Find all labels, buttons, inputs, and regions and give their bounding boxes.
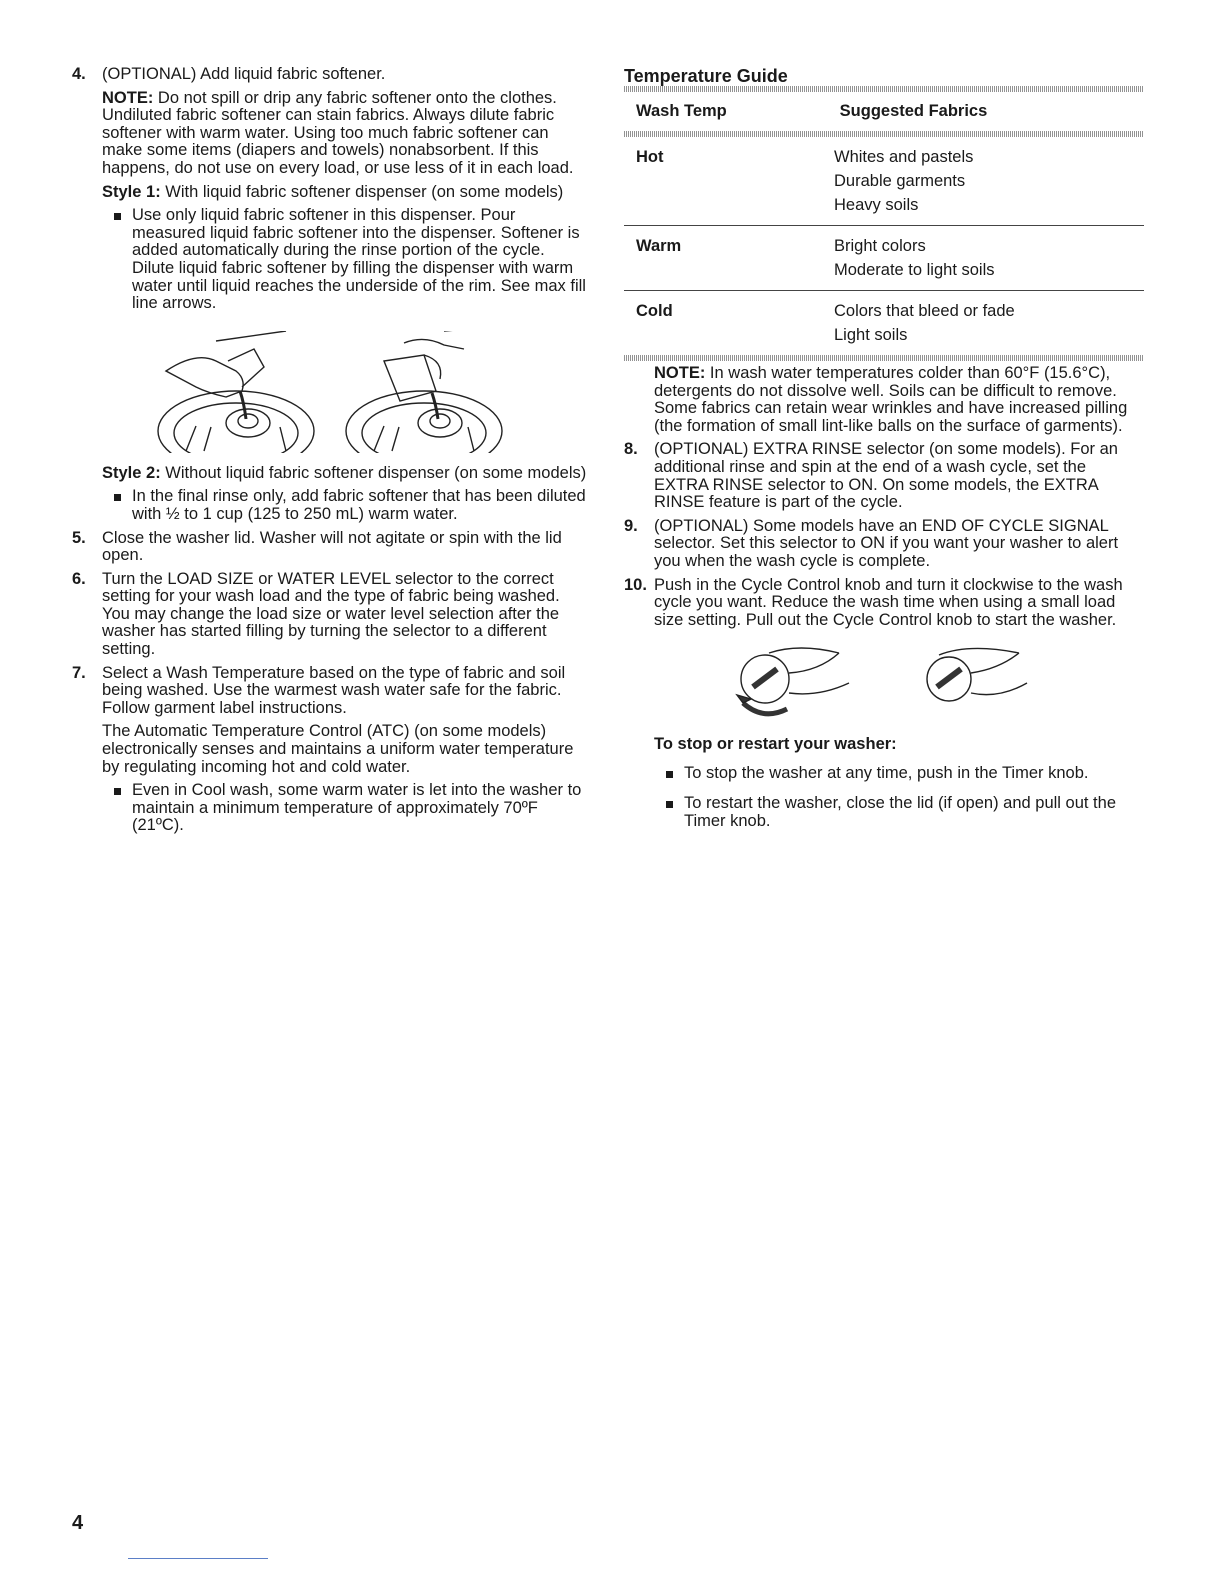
step-number: 8. bbox=[624, 440, 638, 459]
bullet-text: In the final rinse only, add fabric softener that has been diluted with ½ to 1 cup (125 to 250 mL) warm water. bbox=[132, 487, 586, 523]
softener-illustrations bbox=[72, 331, 588, 453]
bullet-text: To restart the washer, close the lid (if open) and pull out the Timer knob. bbox=[684, 793, 1116, 830]
bullet-square-icon bbox=[114, 213, 121, 220]
style2-text: Without liquid fabric softener dispenser (on some models) bbox=[160, 463, 587, 482]
bullet-square-icon bbox=[666, 801, 673, 808]
temp-cell: Hot bbox=[624, 137, 822, 226]
header-wash-temp: Wash Temp bbox=[636, 102, 727, 120]
table-row bbox=[624, 226, 1144, 291]
step-4 bbox=[72, 66, 588, 201]
fabric-item: Durable garments bbox=[834, 172, 966, 190]
left-column bbox=[72, 66, 588, 835]
step-number: 6. bbox=[72, 569, 86, 588]
style2-paragraph bbox=[102, 465, 588, 483]
pull-knob-illustration bbox=[909, 643, 1039, 727]
fabric-item: Heavy soils bbox=[834, 196, 919, 214]
bullet-text: Even in Cool wash, some warm water is let into the washer to maintain a minimum temperature of approximately 70ºF (21ºC). bbox=[132, 781, 582, 835]
fabric-item: Bright colors bbox=[834, 237, 926, 255]
fabric-item: Whites and pastels bbox=[834, 148, 974, 166]
style1-bullet bbox=[72, 207, 588, 313]
style1-paragraph bbox=[102, 184, 588, 202]
step-7 bbox=[72, 665, 588, 777]
step-number: 4. bbox=[72, 65, 86, 83]
step-text: (OPTIONAL) Some models have an END OF CYCLE SIGNAL selector. Set this selector to ON if you want your washer to alert you when the wash cycle is complete. bbox=[654, 516, 1119, 570]
knob-illustrations bbox=[624, 643, 1144, 727]
note-text: In wash water temperatures colder than 60°F (15.6°C), detergents do not dissolve well. Soils can be difficult to remove. Some fabrics can retain wear wrinkles and have increased pilling (the formation of small lint-like balls on the surface of garments). bbox=[654, 364, 1128, 435]
fabrics-cell bbox=[822, 137, 1144, 226]
temp-cell: Warm bbox=[624, 226, 822, 291]
step-text: Push in the Cycle Control knob and turn it clockwise to the wash cycle you want. Reduce the wash time when using a small load size setting. Pull out the Cycle Control knob to start the washer. bbox=[654, 575, 1123, 629]
table-note bbox=[624, 365, 1144, 435]
bullet-square-icon bbox=[666, 771, 673, 778]
header-suggested-fabrics: Suggested Fabrics bbox=[839, 102, 988, 120]
atc-paragraph: The Automatic Temperature Control (ATC) (on some models) electronically senses and maintains a uniform water temperature by regulating incoming hot and cold water. bbox=[102, 722, 574, 776]
temperature-guide-body bbox=[624, 137, 1144, 355]
bullet-square-icon bbox=[114, 494, 121, 501]
step-5 bbox=[72, 530, 588, 565]
step-number: 7. bbox=[72, 663, 86, 682]
bullet-text: To stop the washer at any time, push in the Timer knob. bbox=[684, 764, 1089, 783]
step-text: (OPTIONAL) EXTRA RINSE selector (on some models). For an additional rinse and spin at the end of a wash cycle, set the EXTRA RINSE selector to ON. On some models, the EXTRA RINSE feature is part of the cycle. bbox=[654, 440, 1118, 512]
step-number: 9. bbox=[624, 516, 638, 535]
step-number: 10. bbox=[624, 575, 647, 594]
push-turn-knob-illustration bbox=[729, 643, 869, 727]
restart-bullet bbox=[624, 795, 1144, 830]
step-10 bbox=[624, 577, 1144, 630]
stop-restart-heading: To stop or restart your washer: bbox=[654, 735, 897, 754]
table-top-rule bbox=[624, 86, 1144, 92]
step-number: 5. bbox=[72, 528, 86, 547]
fabric-item: Light soils bbox=[834, 326, 908, 344]
table-header-rule bbox=[624, 131, 1144, 137]
step-text: Close the washer lid. Washer will not agitate or spin with the lid open. bbox=[102, 528, 562, 565]
fabrics-cell bbox=[822, 291, 1144, 356]
pour-cap-illustration bbox=[156, 331, 316, 453]
stop-bullet bbox=[624, 765, 1144, 783]
fabric-item: Moderate to light soils bbox=[834, 261, 995, 279]
step7-bullet bbox=[72, 782, 588, 835]
step-text: Turn the LOAD SIZE or WATER LEVEL selector to the correct setting for your wash load and the type of fabric being washed. You may change the load size or water level selection after the washer has started filling by turning the selector to a different setting. bbox=[102, 569, 560, 659]
step-8 bbox=[624, 441, 1144, 511]
note-paragraph bbox=[102, 90, 588, 178]
note-text: Do not spill or drip any fabric softener onto the clothes. Undiluted fabric softener can stain fabrics. Always dilute fabric softener with warm water. Using too much fabric softener can make some items (diapers and towels) nonabsorbent. If this happens, do not use on every load, or use less of it in each load. bbox=[102, 88, 574, 177]
style2-bullet bbox=[72, 488, 588, 523]
table-row bbox=[624, 291, 1144, 356]
style1-label: Style 1: bbox=[102, 182, 161, 201]
step-9 bbox=[624, 518, 1144, 571]
bullet-square-icon bbox=[114, 788, 121, 795]
table-row bbox=[624, 137, 1144, 226]
step-6 bbox=[72, 571, 588, 659]
right-column bbox=[624, 66, 1144, 830]
style2-label: Style 2: bbox=[102, 463, 161, 482]
style2-block bbox=[72, 465, 588, 483]
table-bottom-rule bbox=[624, 355, 1144, 361]
footer-rule bbox=[128, 1558, 268, 1559]
fabrics-cell bbox=[822, 226, 1144, 291]
fabric-item: Colors that bleed or fade bbox=[834, 302, 1015, 320]
step-text: (OPTIONAL) Add liquid fabric softener. bbox=[102, 65, 386, 83]
page-number: 4 bbox=[72, 1512, 84, 1534]
temperature-guide-table bbox=[624, 92, 1144, 131]
temp-cell: Cold bbox=[636, 302, 673, 320]
note-label: NOTE: bbox=[102, 88, 154, 107]
note-label: NOTE: bbox=[654, 364, 706, 382]
style1-text: With liquid fabric softener dispenser (on some models) bbox=[160, 182, 564, 201]
step-text: Select a Wash Temperature based on the type of fabric and soil being washed. Use the warmest wash water safe for the fabric. Follow garment label instructions. bbox=[102, 663, 566, 717]
bullet-text: Use only liquid fabric softener in this dispenser. Pour measured liquid fabric softener into the dispenser. Softener is added automatically during the rinse portion of the cycle. Dilute liquid fabric softener by filling the dispenser with warm water until liquid reaches the underside of the rim. See max fill line arrows. bbox=[132, 206, 586, 313]
pour-cup-illustration bbox=[344, 331, 504, 453]
table-title: Temperature Guide bbox=[624, 66, 788, 86]
